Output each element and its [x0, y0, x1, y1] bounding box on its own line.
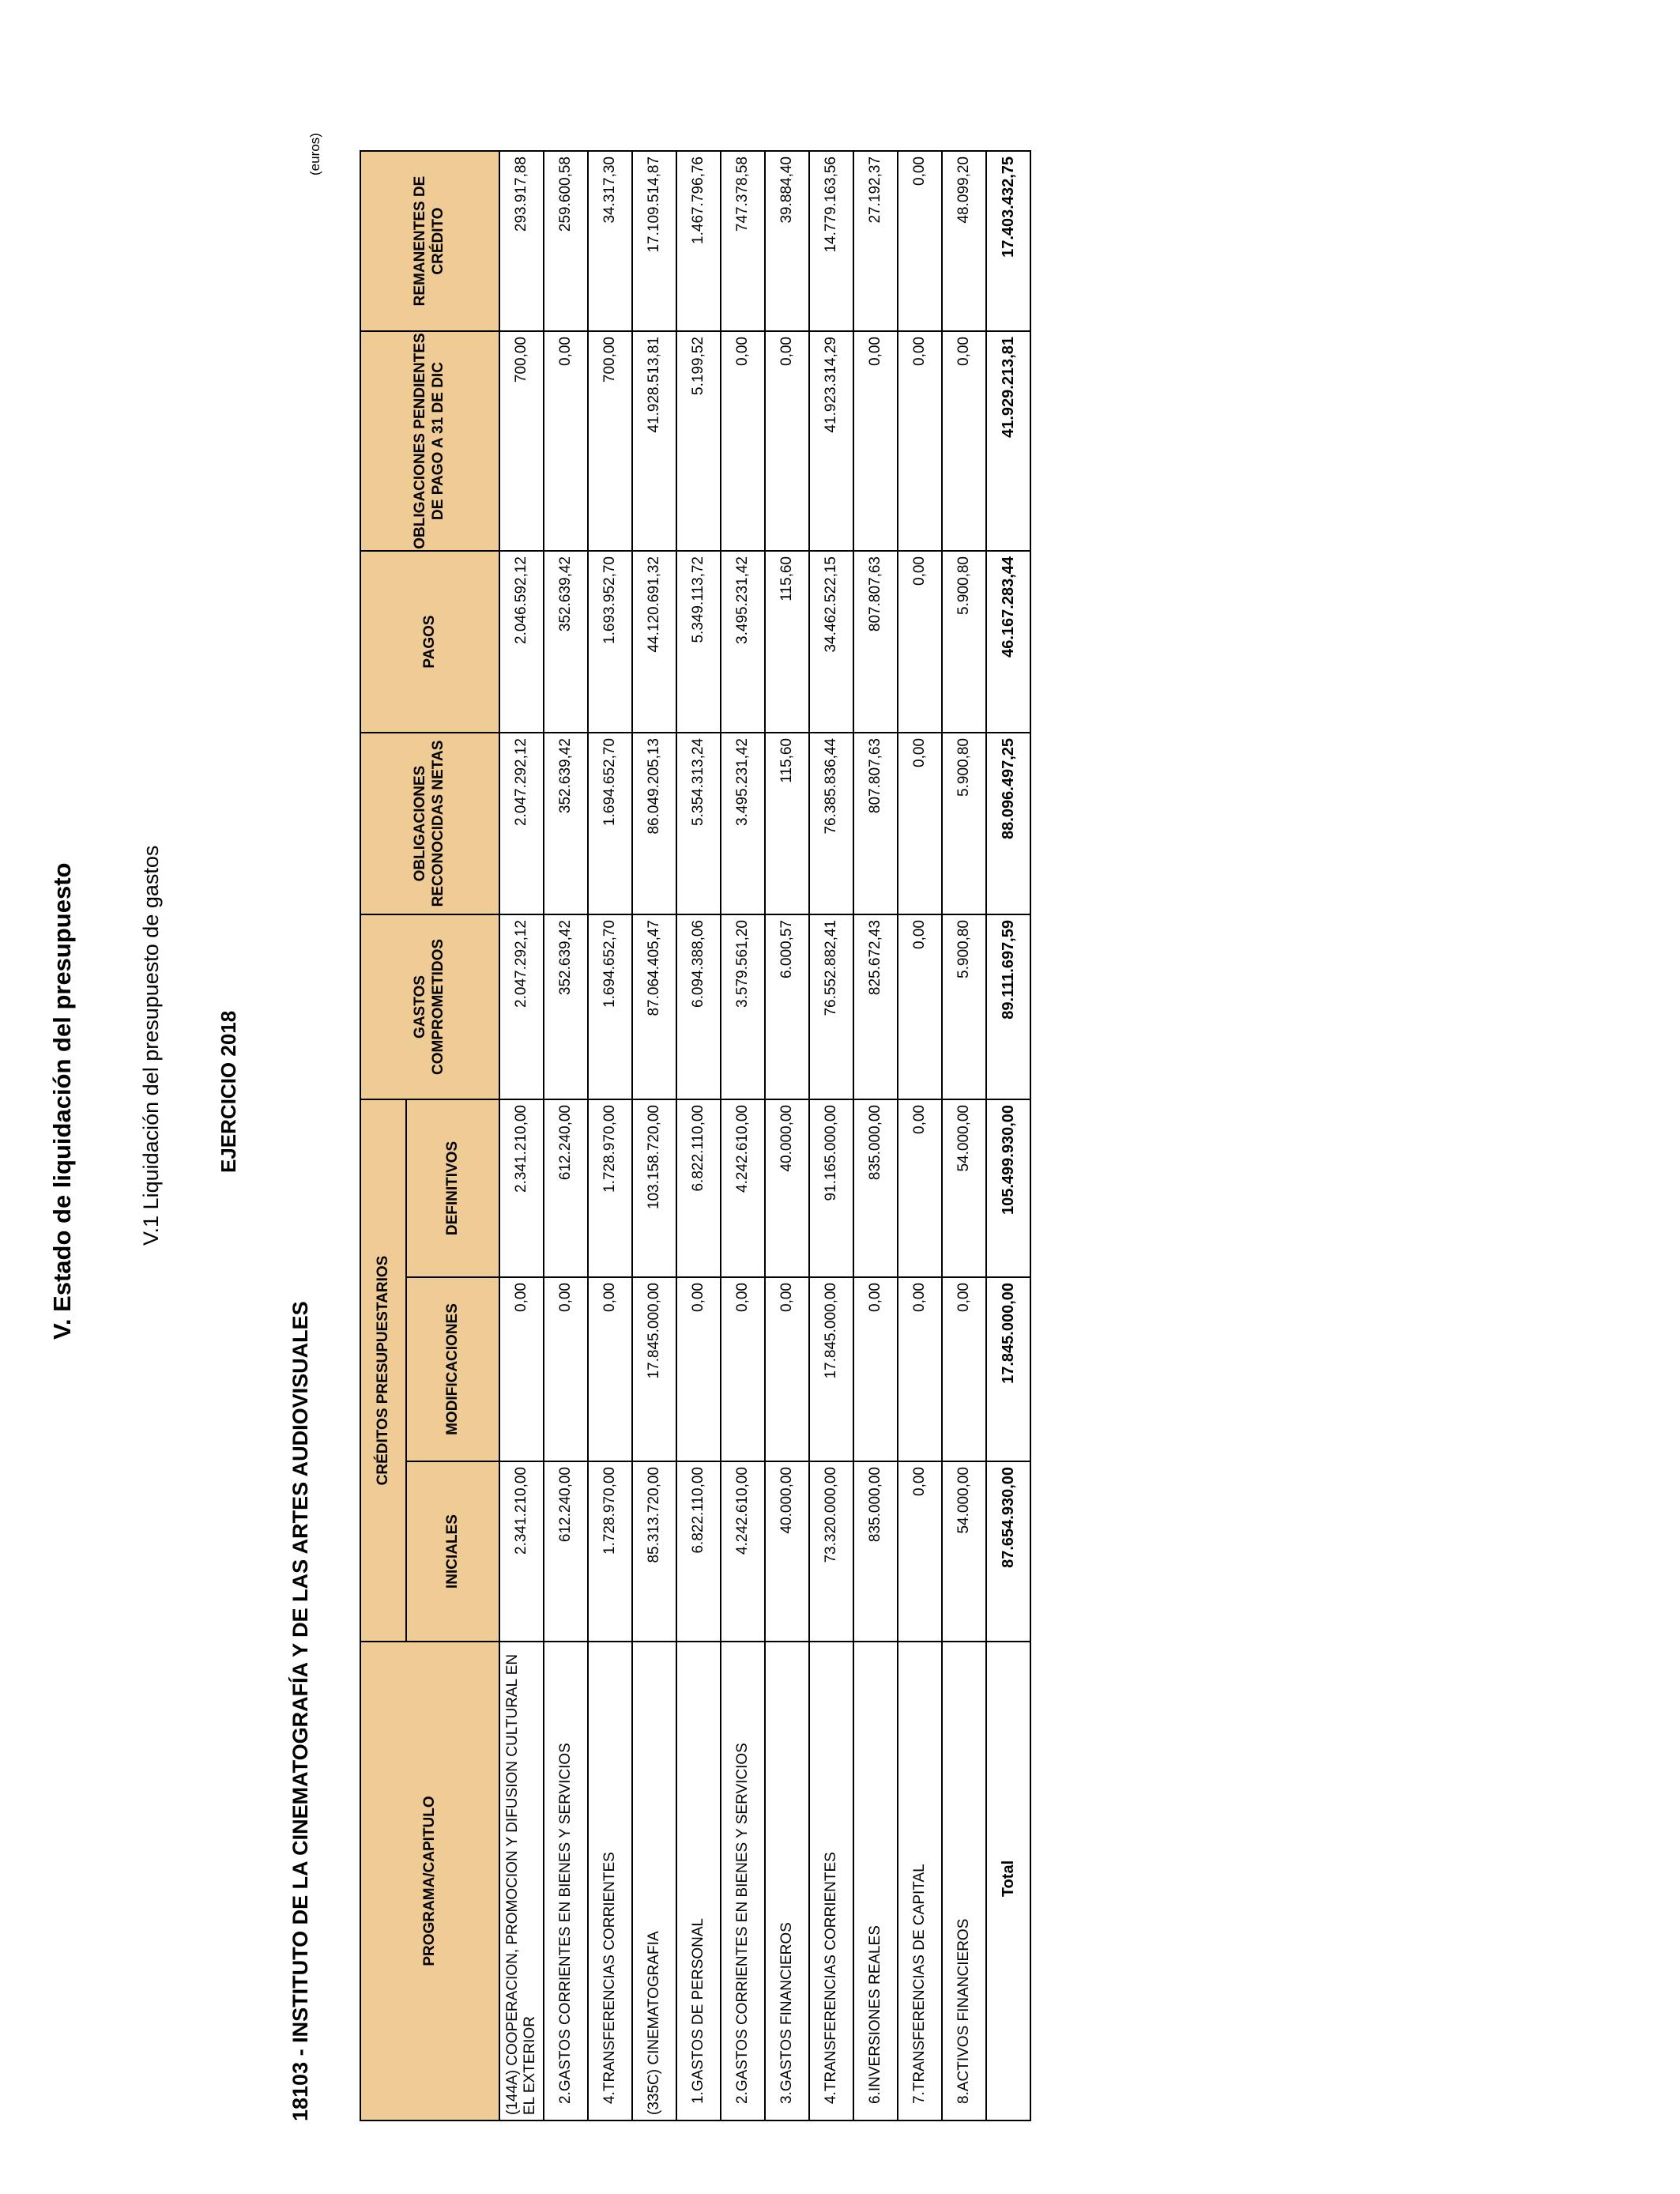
cell-modificaciones: 17.845.000,00	[809, 1277, 853, 1461]
cell-obligaciones: 352.639,42	[544, 733, 588, 914]
cell-obligaciones: 5.900,80	[942, 733, 986, 914]
row-label: (335C) CINEMATOGRAFIA	[632, 1642, 676, 2120]
cell-gastos: 76.552.882,41	[809, 914, 853, 1099]
cell-modificaciones: 0,00	[853, 1277, 898, 1461]
cell-pendientes: 0,00	[853, 331, 898, 551]
cell-remanentes: 293.917,88	[499, 151, 544, 331]
cell-obligaciones: 807.807,63	[853, 733, 898, 914]
cell-modificaciones: 0,00	[721, 1277, 765, 1461]
cell-pendientes: 0,00	[942, 331, 986, 551]
cell-obligaciones: 76.385.836,44	[809, 733, 853, 914]
entity-title: 18103 - INSTITUTO DE LA CINEMATOGRAFÍA Y DE LAS ARTES AUDIOVISUALES	[288, 1301, 312, 2121]
table-row	[721, 151, 765, 2120]
cell-obligaciones: 0,00	[898, 733, 942, 914]
cell-gastos: 352.639,42	[544, 914, 588, 1099]
cell-definitivos: 103.158.720,00	[632, 1099, 676, 1277]
cell-remanentes: 259.600,58	[544, 151, 588, 331]
cell-pagos: 5.900,80	[942, 551, 986, 733]
total-iniciales: 87.654.930,00	[986, 1461, 1030, 1642]
cell-modificaciones: 0,00	[676, 1277, 721, 1461]
cell-iniciales: 54.000,00	[942, 1461, 986, 1642]
cell-iniciales: 2.341.210,00	[499, 1461, 544, 1642]
cell-iniciales: 0,00	[898, 1461, 942, 1642]
subsection-title: V.1 Liquidación del presupuesto de gastos	[139, 845, 163, 1246]
cell-modificaciones: 0,00	[942, 1277, 986, 1461]
fiscal-year: EJERCICIO 2018	[217, 1010, 240, 1173]
cell-pendientes: 0,00	[765, 331, 809, 551]
total-pendientes: 41.929.213,81	[986, 331, 1030, 551]
table-row	[853, 151, 898, 2120]
cell-gastos: 3.579.561,20	[721, 914, 765, 1099]
units-label: (euros)	[307, 133, 322, 175]
table-row	[588, 151, 632, 2120]
header-gastos: GASTOS COMPROMETIDOS	[360, 914, 499, 1099]
cell-pendientes: 5.199,52	[676, 331, 721, 551]
cell-definitivos: 612.240,00	[544, 1099, 588, 1277]
cell-gastos: 1.694.652,70	[588, 914, 632, 1099]
row-label: 6.INVERSIONES REALES	[853, 1642, 898, 2120]
cell-iniciales: 1.728.970,00	[588, 1461, 632, 1642]
cell-remanentes: 17.109.514,87	[632, 151, 676, 331]
cell-obligaciones: 86.049.205,13	[632, 733, 676, 914]
cell-definitivos: 2.341.210,00	[499, 1099, 544, 1277]
cell-pendientes: 41.928.513,81	[632, 331, 676, 551]
cell-iniciales: 4.242.610,00	[721, 1461, 765, 1642]
cell-obligaciones: 1.694.652,70	[588, 733, 632, 914]
cell-definitivos: 40.000,00	[765, 1099, 809, 1277]
cell-pagos: 115,60	[765, 551, 809, 733]
cell-modificaciones: 0,00	[499, 1277, 544, 1461]
cell-pagos: 3.495.231,42	[721, 551, 765, 733]
cell-iniciales: 835.000,00	[853, 1461, 898, 1642]
header-remanentes: REMANENTES DE CRÉDITO	[360, 151, 499, 331]
row-label: 2.GASTOS CORRIENTES EN BIENES Y SERVICIOS	[721, 1642, 765, 2120]
cell-pendientes: 700,00	[499, 331, 544, 551]
cell-remanentes: 27.192,37	[853, 151, 898, 331]
row-label: 1.GASTOS DE PERSONAL	[676, 1642, 721, 2120]
cell-iniciales: 40.000,00	[765, 1461, 809, 1642]
cell-pagos: 2.046.592,12	[499, 551, 544, 733]
cell-pendientes: 700,00	[588, 331, 632, 551]
cell-pendientes: 41.923.314,29	[809, 331, 853, 551]
total-gastos: 89.111.697,59	[986, 914, 1030, 1099]
header-modificaciones: MODIFICACIONES	[406, 1277, 499, 1461]
cell-pagos: 5.349.113,72	[676, 551, 721, 733]
cell-obligaciones: 115,60	[765, 733, 809, 914]
header-programa: PROGRAMA/CAPITULO	[360, 1642, 499, 2120]
cell-iniciales: 85.313.720,00	[632, 1461, 676, 1642]
cell-gastos: 6.000,57	[765, 914, 809, 1099]
cell-remanentes: 48.099,20	[942, 151, 986, 331]
cell-pendientes: 0,00	[721, 331, 765, 551]
header-row-group	[360, 151, 406, 2120]
cell-remanentes: 1.467.796,76	[676, 151, 721, 331]
table-row	[898, 151, 942, 2120]
cell-definitivos: 91.165.000,00	[809, 1099, 853, 1277]
cell-iniciales: 73.320.000,00	[809, 1461, 853, 1642]
cell-pagos: 807.807,63	[853, 551, 898, 733]
cell-gastos: 2.047.292,12	[499, 914, 544, 1099]
cell-modificaciones: 17.845.000,00	[632, 1277, 676, 1461]
total-pagos: 46.167.283,44	[986, 551, 1030, 733]
header-creditos: CRÉDITOS PRESUPUESTARIOS	[360, 1099, 406, 1642]
table-row	[632, 151, 676, 2120]
cell-gastos: 0,00	[898, 914, 942, 1099]
table-row	[765, 151, 809, 2120]
table-row	[942, 151, 986, 2120]
row-label: 8.ACTIVOS FINANCIEROS	[942, 1642, 986, 2120]
total-definitivos: 105.499.930,00	[986, 1099, 1030, 1277]
cell-iniciales: 612.240,00	[544, 1461, 588, 1642]
row-label: 4.TRANSFERENCIAS CORRIENTES	[809, 1642, 853, 2120]
cell-remanentes: 0,00	[898, 151, 942, 331]
row-label: 2.GASTOS CORRIENTES EN BIENES Y SERVICIOS	[544, 1642, 588, 2120]
cell-modificaciones: 0,00	[898, 1277, 942, 1461]
row-label: 4.TRANSFERENCIAS CORRIENTES	[588, 1642, 632, 2120]
cell-iniciales: 6.822.110,00	[676, 1461, 721, 1642]
cell-remanentes: 34.317,30	[588, 151, 632, 331]
cell-definitivos: 4.242.610,00	[721, 1099, 765, 1277]
cell-obligaciones: 2.047.292,12	[499, 733, 544, 914]
cell-remanentes: 14.779.163,56	[809, 151, 853, 331]
cell-definitivos: 1.728.970,00	[588, 1099, 632, 1277]
total-label: Total	[986, 1642, 1030, 2120]
cell-pagos: 44.120.691,32	[632, 551, 676, 733]
table-row	[499, 151, 544, 2120]
table-row	[809, 151, 853, 2120]
total-row	[986, 151, 1030, 2120]
cell-pagos: 352.639,42	[544, 551, 588, 733]
table-row	[676, 151, 721, 2120]
table-row	[544, 151, 588, 2120]
cell-definitivos: 835.000,00	[853, 1099, 898, 1277]
budget-table	[360, 150, 1031, 2121]
total-obligaciones: 88.096.497,25	[986, 733, 1030, 914]
cell-gastos: 6.094.388,06	[676, 914, 721, 1099]
cell-obligaciones: 3.495.231,42	[721, 733, 765, 914]
cell-gastos: 825.672,43	[853, 914, 898, 1099]
cell-definitivos: 0,00	[898, 1099, 942, 1277]
total-modificaciones: 17.845.000,00	[986, 1277, 1030, 1461]
cell-gastos: 5.900,80	[942, 914, 986, 1099]
cell-modificaciones: 0,00	[544, 1277, 588, 1461]
total-remanentes: 17.403.432,75	[986, 151, 1030, 331]
cell-modificaciones: 0,00	[765, 1277, 809, 1461]
cell-pendientes: 0,00	[898, 331, 942, 551]
row-label: 3.GASTOS FINANCIEROS	[765, 1642, 809, 2120]
cell-modificaciones: 0,00	[588, 1277, 632, 1461]
cell-remanentes: 747.378,58	[721, 151, 765, 331]
cell-definitivos: 54.000,00	[942, 1099, 986, 1277]
cell-gastos: 87.064.405,47	[632, 914, 676, 1099]
cell-pendientes: 0,00	[544, 331, 588, 551]
header-iniciales: INICIALES	[406, 1461, 499, 1642]
cell-pagos: 0,00	[898, 551, 942, 733]
row-label: (144A) COOPERACION, PROMOCION Y DIFUSION CULTURAL EN EL EXTERIOR	[499, 1642, 544, 2120]
cell-remanentes: 39.884,40	[765, 151, 809, 331]
header-definitivos: DEFINITIVOS	[406, 1099, 499, 1277]
header-pagos: PAGOS	[360, 551, 499, 733]
header-obligaciones: OBLIGACIONES RECONOCIDAS NETAS	[360, 733, 499, 914]
section-title: V. Estado de liquidación del presupuesto	[48, 862, 76, 1340]
cell-obligaciones: 5.354.313,24	[676, 733, 721, 914]
cell-definitivos: 6.822.110,00	[676, 1099, 721, 1277]
header-pendientes: OBLIGACIONES PENDIENTES DE PAGO A 31 DE DIC	[360, 331, 499, 551]
cell-pagos: 1.693.952,70	[588, 551, 632, 733]
cell-pagos: 34.462.522,15	[809, 551, 853, 733]
row-label: 7.TRANSFERENCIAS DE CAPITAL	[898, 1642, 942, 2120]
